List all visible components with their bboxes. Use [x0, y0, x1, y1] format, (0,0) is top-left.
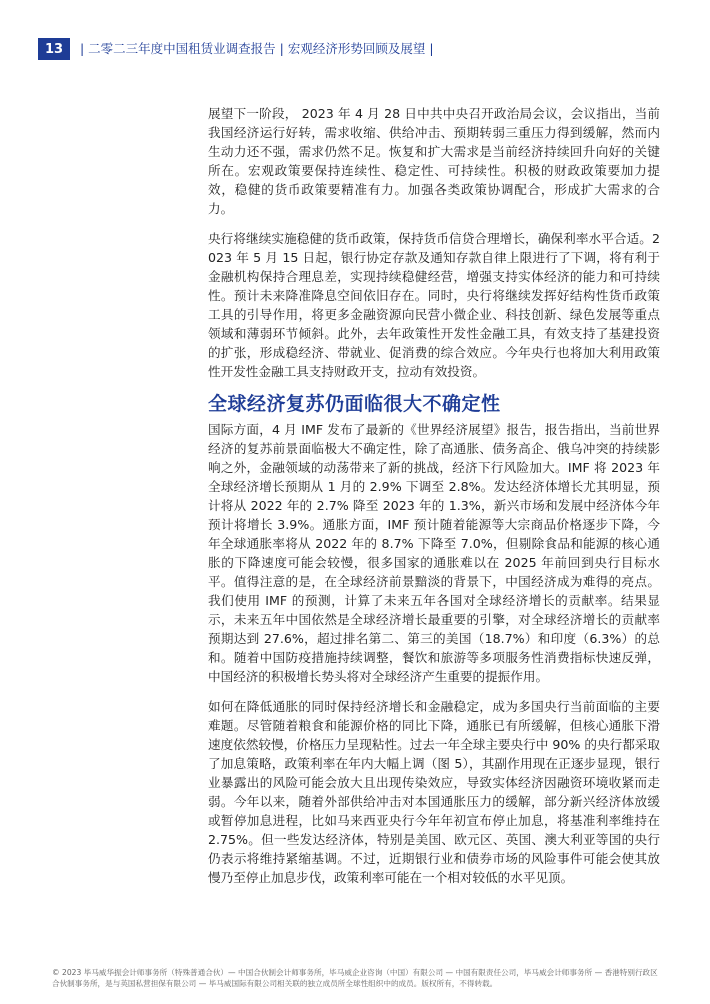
body-paragraph: 央行将继续实施稳健的货币政策，保持货币信贷合理增长，确保利率水平合适。2023 年 5 月 15 日起，银行协定存款及通知存款自律上限进行了下调，将有利于金融机构保持合理息差，实现持续稳健经营，增强支持实体经济的能力和可持续性。预计未来降准降息空间依旧存在。同时，央行将继续发挥好结构性货币政策工具的引导作用，将更多金融资源向民营小微企业、科技创新、绿色发展等重点领域和薄弱环节倾斜。此外，去年政策性开发性金融工具，有效支持了基建投资的扩张，形成稳经济、带就业、促消费的综合效应。今年央行也将加大利用政策性开发性金融工具支持财政开支，拉动有效投资。 [208, 231, 660, 379]
body-paragraph: 展望下一阶段， 2023 年 4 月 28 日中共中央召开政治局会议，会议指出，当前我国经济运行好转，需求收缩、供给冲击、预期转弱三重压力得到缓解，然而内生动力还不强，需求仍然不足。恢复和扩大需求是当前经济持续回升向好的关键所在。宏观政策要保持连续性、稳定性、可持续性。积极的财政政策要加力提效，稳健的货币政策要精准有力。加强各类政策协调配合，形成扩大需求的合力。 [208, 106, 660, 216]
page-number: 13 [38, 38, 70, 60]
section-heading: 全球经济复苏仍面临很大不确定性 [208, 393, 501, 415]
footer-legal-text: © 2023 毕马威华振会计师事务所（特殊普通合伙）— 中国合伙制会计师事务所，毕马威企业咨询（中国）有限公司 — 中国有限责任公司，毕马威会计师事务所 — 香港特别行政区合伙制事务所，是与英国私营担保有限公司 — 毕马威国际有限公司相关联的独立成员所全球性组织中的成员。版权所有，不得转载。 [52, 968, 658, 988]
body-paragraph: 国际方面，4 月 IMF 发布了最新的《世界经济展望》报告，报告指出，当前世界经济的复苏前景面临极大不确定性，除了高通胀、债务高企、俄乌冲突的持续影响之外，金融领域的动荡带来了新的挑战，经济下行风险加大。IMF 将 2023 年全球经济增长预期从 1 月的 2.9% 下调至 2.8%。发达经济体增长尤其明显，预计将从 2022 年的 2.7% 降至 2023 年的 1.3%，新兴市场和发展中经济体今年预计将增长 3.9%。通胀方面，IMF 预计随着能源等大宗商品价格逐步下降，今年全球通胀率将从 2022 年的 8.7% 下降至 7.0%，但剔除食品和能源的核心通胀的下降速度可能会较慢，很多国家的通胀难以在 2025 年前回到央行目标水平。值得注意的是，在全球经济前景黯淡的背景下，中国经济成为难得的亮点。我们使用 IMF 的预测，计算了未来五年各国对全球经济增长的贡献率。结果显示，未来五年中国依然是全球经济增长最重要的引擎，对全球经济增长的贡献率预期达到 27.6%，超过排名第二、第三的美国（18.7%）和印度（6.3%）的总和。随着中国防疫措施持续调整，餐饮和旅游等多项服务性消费指标快速反弹，中国经济的积极增长势头将对全球经济产生重要的提振作用。 [208, 422, 660, 684]
page-header [0, 38, 710, 60]
running-title: | 二零二三年度中国租赁业调查报告 | 宏观经济形势回顾及展望 | [80, 41, 434, 56]
main-content [208, 104, 660, 887]
body-paragraph: 如何在降低通胀的同时保持经济增长和金融稳定，成为多国央行当前面临的主要难题。尽管随着粮食和能源价格的同比下降，通胀已有所缓解，但核心通胀下滑速度依然较慢，价格压力呈现粘性。过去一年全球主要央行中 90% 的央行都采取了加息策略，政策利率在年内大幅上调（图 5），其副作用现在正逐步显现，银行业暴露出的风险可能会放大且出现传染效应，导致实体经济因融资环境收紧而走弱。今年以来，随着外部供给冲击对本国通胀压力的缓解，部分新兴经济体放缓或暂停加息进程，比如马来西亚央行今年年初宣布停止加息，将基准利率维持在 2.75%。但一些发达经济体，特别是美国、欧元区、英国、澳大利亚等国的央行仍表示将维持紧缩基调。不过，近期银行业和债券市场的风险事件可能会使其放慢乃至停止加息步伐，政策利率可能在一个相对较低的水平见顶。 [208, 699, 660, 885]
